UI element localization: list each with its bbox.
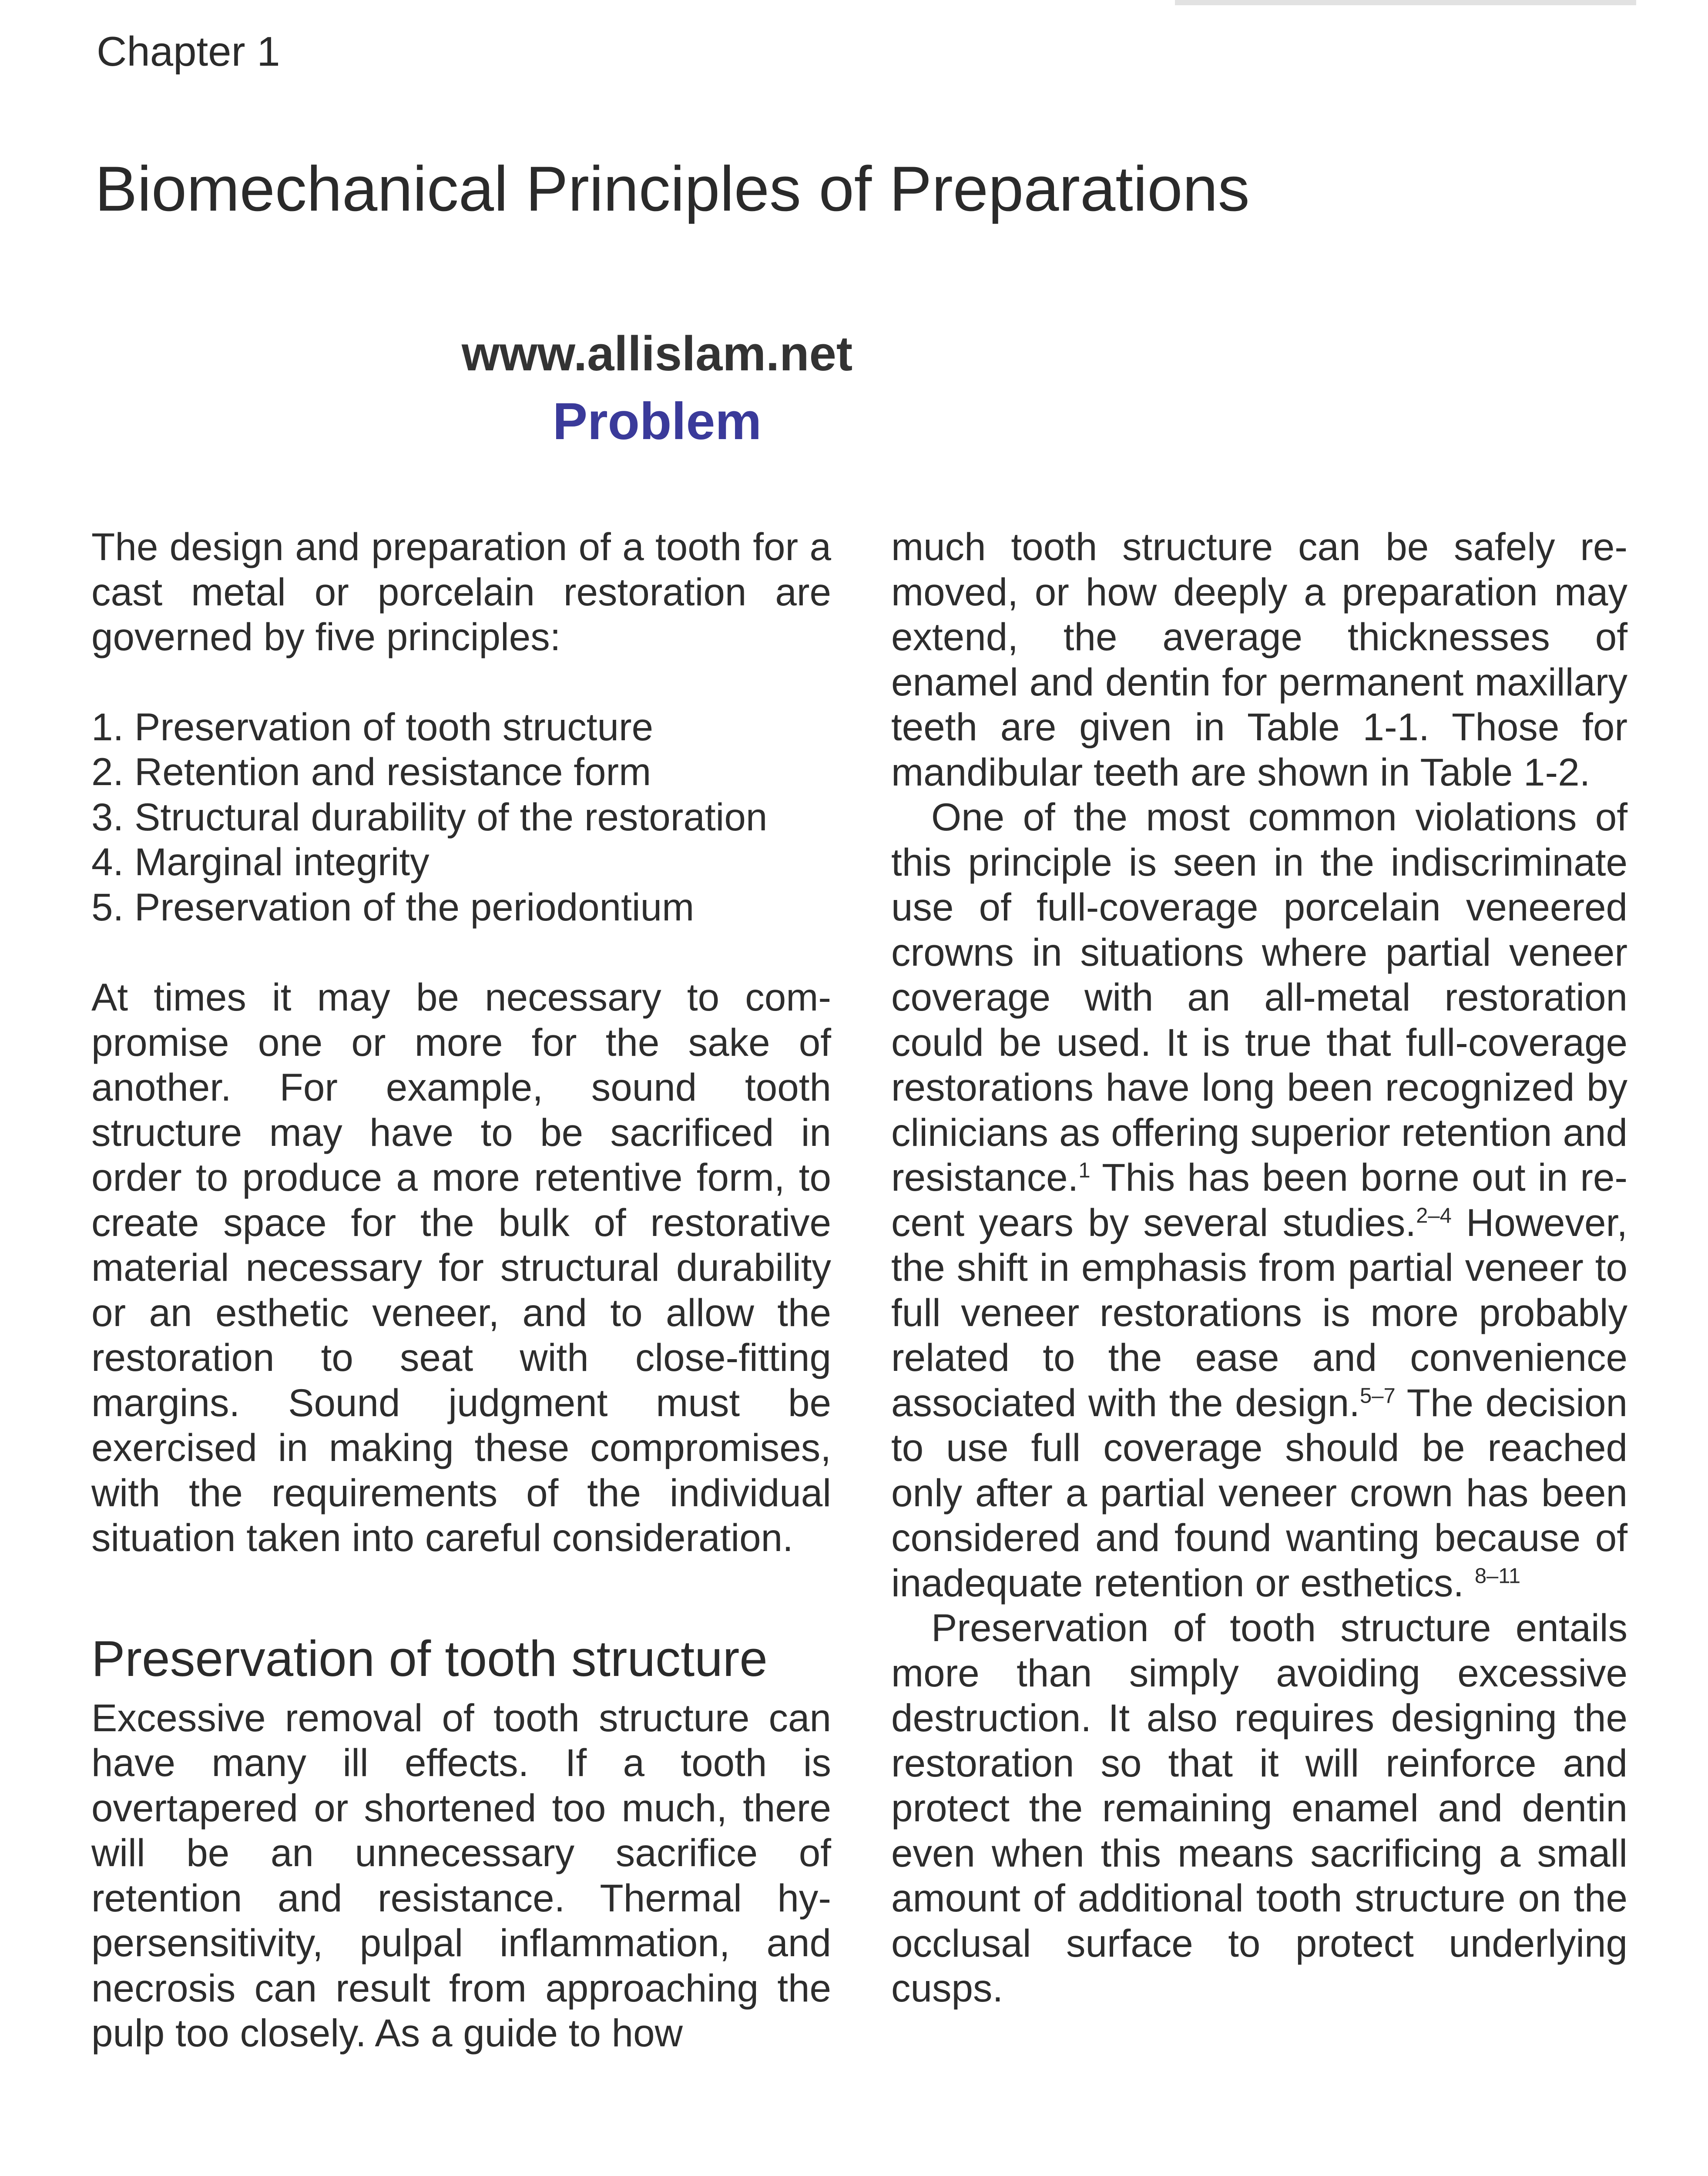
principle-item: 4. Marginal integrity (91, 840, 430, 883)
right-column (891, 524, 1627, 2011)
section-paragraph-1-start: Excessive removal of tooth structure can have many ill effects. If a tooth is overtapered or shortened too much, there will be an unnecessary sacrifice of retention and resistance. Thermal hypersensitivity, pulpal inflammation, and necrosis can result from approaching the pulp too closely. As a guide to how (91, 1696, 831, 2055)
paragraph-text: The decision to use full coverage should be reached only after a partial veneer crown has been considered and found wanting because of inadequate retention or esthetics. (891, 1380, 1627, 1605)
reference-marker: 1 (1078, 1159, 1091, 1182)
principles-list (91, 705, 831, 930)
chapter-label: Chapter 1 (97, 28, 280, 75)
watermark-stamp (331, 322, 983, 455)
reference-marker: 5–7 (1360, 1384, 1396, 1407)
principle-item: 1. Preservation of tooth structure (91, 705, 654, 749)
chapter-title: Biomechanical Principles of Preparations (95, 153, 1250, 224)
watermark-site: www.allislam.net (461, 326, 853, 381)
section-paragraph-3: Preservation of tooth structure entails more than simply avoiding excessive destruction. It also requires designing the restoration so that it will reinforce and protect the remaining enamel and dentin even when this means sacrificing a small amount of additional tooth structure on the occlusal surface to protect underlying cusps. (891, 1606, 1627, 2010)
paragraph-text: One of the most common violations of this principle is seen in the indiscriminate use of full-coverage porcelain veneered crowns in situations where partial veneer coverage with an all-metal restoration could be used. It is true that full-coverage restorations have long been recognized by clinicians as offering superior retention and resistance. (891, 795, 1627, 1199)
paragraph-text: However, the shift in emphasis from partial veneer to full veneer restorations is more probably related to the ease and convenience associated with the design. (891, 1200, 1627, 1424)
spacer (91, 660, 831, 705)
spacer (91, 1687, 831, 1696)
section-heading: Preservation of tooth structure (91, 1630, 768, 1687)
reference-marker: 2–4 (1416, 1203, 1452, 1227)
watermark-label: Problem (552, 392, 762, 450)
left-column (91, 524, 831, 2056)
paragraph-text: This has been borne out in recent years by several studies. (891, 1155, 1627, 1244)
spacer (91, 1561, 831, 1630)
section-paragraph-2 (891, 795, 1627, 1605)
section-paragraph-1-end: much tooth structure can be safely removed, or how deeply a preparation may extend, the average thicknesses of enamel and dentin for permanent maxillary teeth are given in Table 1-1. Those for mandibular teeth are shown in Table 1-2. (891, 525, 1627, 794)
intro-paragraph: The design and preparation of a tooth for a cast metal or porcelain restoration are governed by five principles: (91, 525, 831, 658)
spacer (91, 930, 831, 975)
top-edge-rule (1175, 0, 1636, 5)
reference-marker: 8–11 (1474, 1564, 1521, 1588)
compromise-paragraph: At times it may be necessary to compromise one or more for the sake of another. For example, sound tooth structure may have to be sacrificed in order to produce a more retentive form, to create space for the bulk of restorative material necessary for structural durability or an esthetic veneer, and to allow the restoration to seat with close-fitting margins. Sound judgment must be exercised in making these compromises, with the requirements of the individual situation taken into careful consideration. (91, 975, 831, 1559)
principle-item: 5. Preservation of the periodontium (91, 885, 695, 929)
principle-item: 3. Structural durability of the restoration (91, 795, 768, 839)
principle-item: 2. Retention and resistance form (91, 750, 651, 793)
